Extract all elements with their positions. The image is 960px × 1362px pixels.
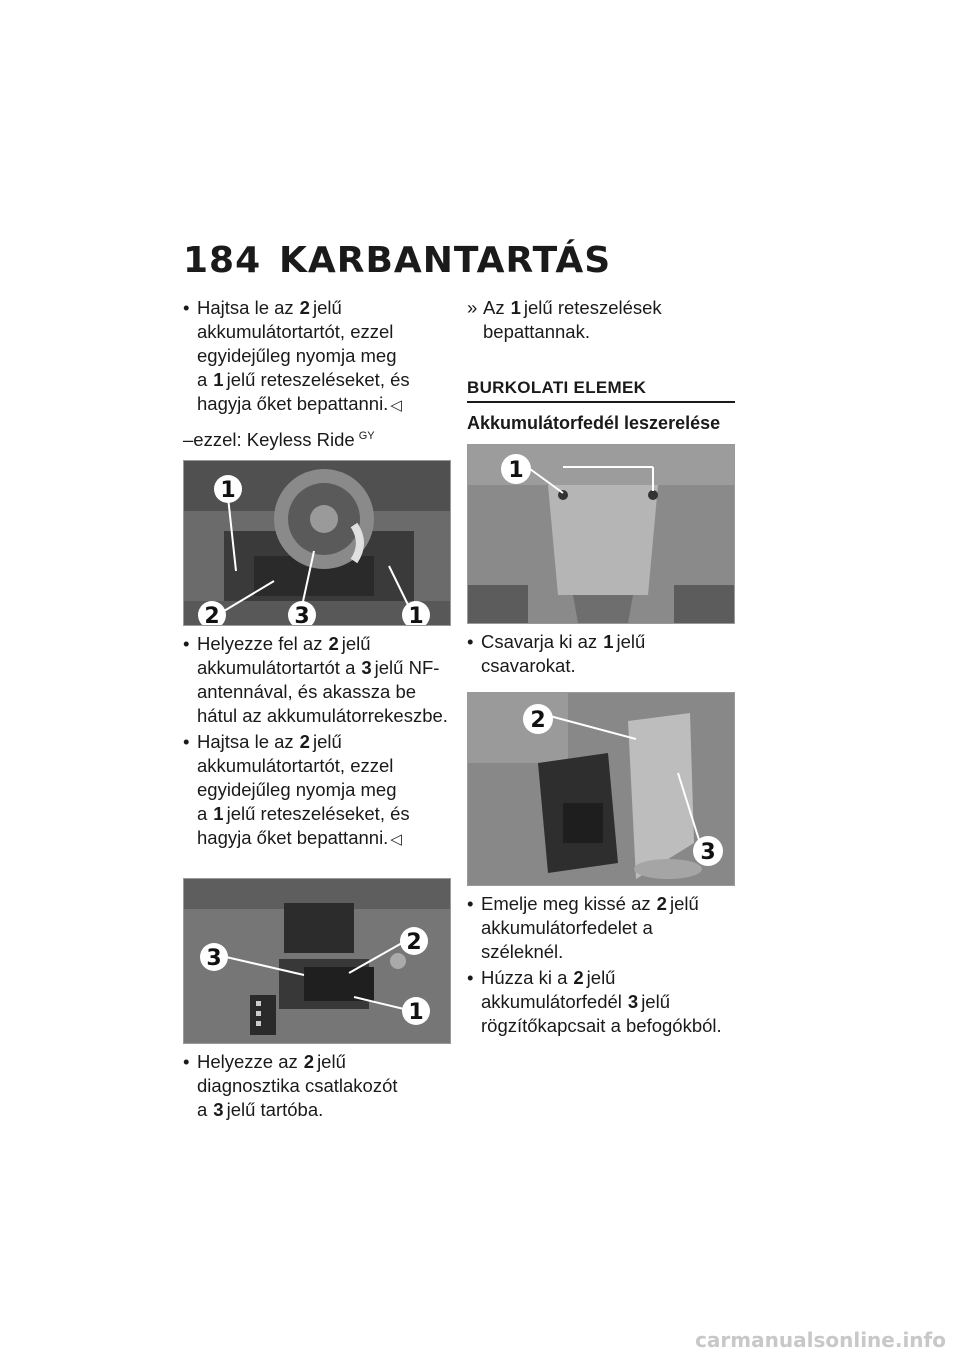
step-place-connector: • Helyezze az 2 jelű diagnosztika csatlakozót a 3 jelű tartóba.: [183, 1050, 451, 1122]
photo-battery-holder-antenna: [183, 460, 451, 626]
photo-battery-cover: [467, 444, 735, 624]
step-place-holder: • Helyezze fel az 2 jelű akkumulátortartót a 3 jelű NF-antennával, és akassza be hátul az akkumulátorrekeszbe.: [183, 632, 451, 728]
result-latches-engaged: » Az 1 jelű reteszelések bepattannak.: [467, 296, 735, 344]
photo-illustration: [468, 445, 734, 623]
page-header: [183, 240, 611, 281]
condition-keyless: –ezzel: Keyless Ride $^{GY}$: [183, 429, 375, 451]
callout-label: 3: [294, 604, 310, 626]
callout-label: 1: [408, 1000, 424, 1026]
watermark-url: carmanualsonline.info: [695, 1328, 946, 1352]
callout-label: 3: [700, 840, 716, 865]
end-triangle-icon: ◁: [390, 831, 402, 849]
step-lift-cover: • Emelje meg kissé az 2 jelű akkumulátorfedelet a széleknél.: [467, 892, 735, 964]
callout-label: 2: [530, 708, 546, 733]
page-number: 184: [183, 240, 262, 281]
callout-label: 1: [508, 458, 524, 483]
callout-label: 3: [206, 946, 222, 972]
sub-title: Akkumulátorfedél leszerelése: [467, 413, 721, 433]
left-column: [183, 296, 451, 1124]
callout-label: 2: [204, 604, 220, 626]
callout-label: 1: [220, 478, 236, 504]
step-fold-down-holder: • Hajtsa le az 2 jelű akkumulátortartót, ezzel egyidejűleg nyomja meg a 1 jelű reteszeléseket, és hagyja őket bepattanni. ◁: [183, 296, 451, 418]
photo-illustration: [184, 461, 450, 625]
photo-illustration: [184, 879, 450, 1043]
callout-label: 1: [408, 604, 424, 626]
right-column: [467, 296, 735, 1040]
chapter-title: KARBANTARTÁS: [279, 240, 612, 281]
section-title: BURKOLATI ELEMEK: [467, 378, 735, 403]
end-triangle-icon: ◁: [390, 397, 402, 414]
callout-label: 2: [406, 930, 422, 956]
photo-illustration: [468, 693, 734, 885]
step-pull-out-clips: • Húzza ki a 2 jelű akkumulátorfedél 3 jelű rögzítőkapcsait a befogókból.: [467, 966, 735, 1038]
photo-lift-cover: [467, 692, 735, 886]
photo-diagnosis-connector: [183, 878, 451, 1044]
step-unscrew: • Csavarja ki az 1 jelű csavarokat.: [467, 630, 735, 678]
step-fold-down-holder-2: • Hajtsa le az 2 jelű akkumulátortartót, ezzel egyidejűleg nyomja meg a 1 jelű reteszeléseket, és hagyja őket bepattanni. ◁: [183, 730, 451, 852]
